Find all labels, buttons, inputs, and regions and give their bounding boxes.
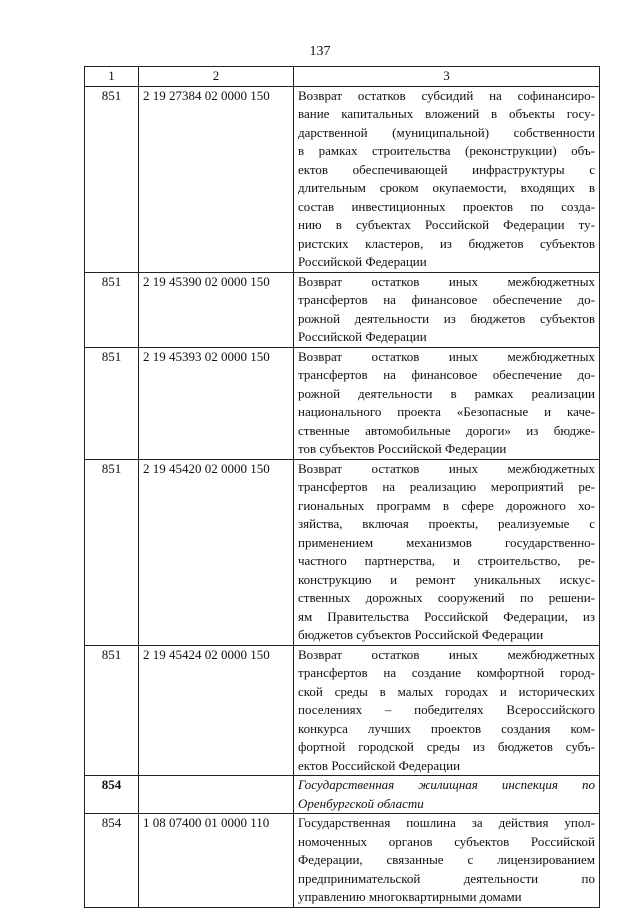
- admin-code-cell: 854: [85, 776, 139, 814]
- description-line: ектов обеспечивающей инфраструктуры с: [298, 161, 595, 177]
- description-line: тов субъектов Российской Федерации: [298, 441, 507, 456]
- description-line: применением механизмов государственно-: [298, 534, 595, 550]
- description-line: ристских кластеров, из бюджетов субъектов: [298, 235, 595, 251]
- description-line: Государственная жилищная инспекция по: [298, 777, 595, 792]
- description-line: конструкцию и ремонт уникальных искус-: [298, 571, 595, 587]
- admin-code-cell: 854: [85, 814, 139, 908]
- description-line: ям Правительства Российской Федерации, из: [298, 608, 595, 624]
- table-row: [85, 272, 600, 347]
- description-line: ской среды в малых городах и исторических: [298, 683, 595, 699]
- description-line: гиональных программ в сфере дорожного хо-: [298, 497, 595, 513]
- budget-code-cell: [139, 776, 294, 814]
- budget-code-cell: 2 19 45420 02 0000 150: [139, 459, 294, 645]
- description-line: нию в субъектах Российской Федерации ту-: [298, 217, 595, 232]
- budget-code-cell: 2 19 45390 02 0000 150: [139, 272, 294, 347]
- description-cell: [294, 347, 600, 459]
- description-line: Возврат остатков иных межбюджетных: [298, 460, 595, 476]
- description-line: дарственной (муниципальной) собственности: [298, 124, 595, 140]
- description-cell: [294, 459, 600, 645]
- table-row: [85, 86, 600, 272]
- admin-code-cell: 851: [85, 272, 139, 347]
- description-line: Российской Федерации: [298, 254, 427, 269]
- description-line: управлению многоквартирными домами: [298, 889, 522, 904]
- description-line: ектов Российской Федерации: [298, 757, 461, 773]
- description-cell: [294, 86, 600, 272]
- description-line: Возврат остатков субсидий на софинансиро-: [298, 87, 595, 103]
- column-header-1: 1: [85, 67, 139, 87]
- admin-code-cell: 851: [85, 459, 139, 645]
- description-line: рожной деятельности из бюджетов субъектов: [298, 310, 595, 326]
- budget-code-cell: 2 19 45393 02 0000 150: [139, 347, 294, 459]
- table-header-row: [85, 67, 600, 87]
- description-line: ственных дорожных сооружений по решени-: [298, 590, 595, 605]
- description-cell: [294, 814, 600, 908]
- description-line: Возврат остатков иных межбюджетных: [298, 273, 595, 289]
- admin-code-cell: 851: [85, 645, 139, 776]
- column-header-2: 2: [139, 67, 294, 87]
- description-line: частного партнерства, и строительство, ре-: [298, 553, 595, 568]
- description-line: трансфертов на реализацию мероприятий ре-: [298, 479, 595, 494]
- table-row: [85, 347, 600, 459]
- budget-code-cell: 1 08 07400 01 0000 110: [139, 814, 294, 908]
- description-line: состав инвестиционных проектов по созда-: [298, 198, 595, 214]
- description-line: Возврат остатков иных межбюджетных: [298, 348, 595, 364]
- table-row: [85, 459, 600, 645]
- description-line: трансфертов на создание комфортной город-: [298, 665, 595, 680]
- description-cell: [294, 645, 600, 776]
- description-line: вание капитальных вложений в объекты госу-: [298, 106, 595, 121]
- admin-code-cell: 851: [85, 347, 139, 459]
- description-line: длительным сроком окупаемости, входящих в: [298, 180, 595, 195]
- description-line: бюджетов субъектов Российской Федерации: [298, 627, 544, 642]
- description-line: в рамках строительства (реконструкции) объ-: [298, 143, 595, 158]
- description-line: Российской Федерации: [298, 329, 427, 344]
- description-line: конкурса лучших проектов создания ком-: [298, 720, 595, 736]
- table-row: [85, 645, 600, 776]
- admin-code-cell: 851: [85, 86, 139, 272]
- description-line: зяйства, включая проекты, реализуемые с: [298, 516, 595, 531]
- description-line: Возврат остатков иных межбюджетных: [298, 646, 595, 662]
- table-section-row: [85, 776, 600, 814]
- budget-code-cell: 2 19 45424 02 0000 150: [139, 645, 294, 776]
- description-line: фортной городской среды из бюджетов субъ-: [298, 739, 595, 754]
- budget-codes-table: [84, 66, 600, 908]
- description-line: национального проекта «Безопасные и каче-: [298, 404, 595, 419]
- description-line: поселениях – победителях Всероссийского: [298, 702, 595, 717]
- description-line: Федерации, связанные с лицензированием: [298, 852, 595, 867]
- description-line: Оренбургской области: [298, 795, 424, 811]
- description-line: трансфертов на финансовое обеспечение до-: [298, 292, 595, 307]
- description-line: Государственная пошлина за действия упол-: [298, 815, 595, 830]
- description-line: ственные автомобильные дороги» из бюдже-: [298, 422, 595, 438]
- description-line: трансфертов на финансовое обеспечение до-: [298, 367, 595, 382]
- description-cell: [294, 272, 600, 347]
- description-cell: [294, 776, 600, 814]
- description-line: предпринимательской деятельности по: [298, 870, 595, 886]
- page-number: 137: [309, 44, 331, 59]
- budget-code-cell: 2 19 27384 02 0000 150: [139, 86, 294, 272]
- column-header-3: 3: [294, 67, 600, 87]
- description-line: рожной деятельности в рамках реализации: [298, 385, 595, 401]
- table-row: [85, 814, 600, 908]
- description-line: номоченных органов субъектов Российской: [298, 833, 595, 849]
